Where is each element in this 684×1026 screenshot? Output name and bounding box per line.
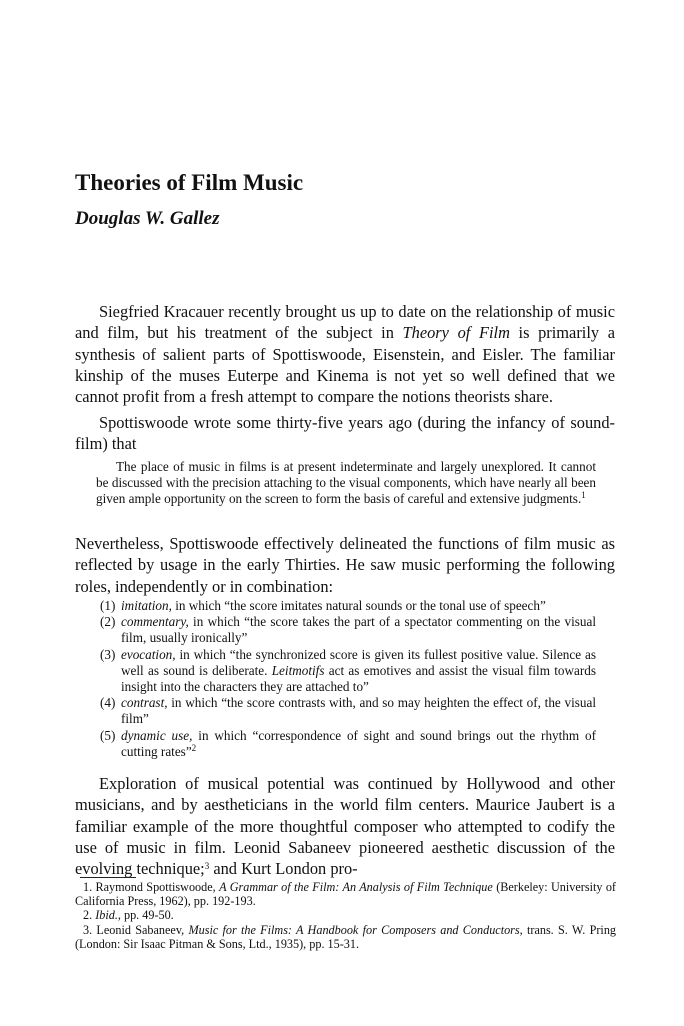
list-item bbox=[100, 647, 596, 696]
footnote-separator bbox=[80, 877, 136, 878]
footnote-2-pages: , pp. 49-50. bbox=[117, 908, 174, 923]
role-term: dynamic use, bbox=[121, 727, 193, 743]
role-description: in which “the score contrasts with, and so may heighten the effect of, the visual film” bbox=[121, 695, 596, 727]
footnotes bbox=[75, 880, 616, 951]
list-item bbox=[100, 598, 596, 614]
footnote-1-book-title: A Grammar of the Film: An Analysis of Film Technique bbox=[219, 880, 493, 894]
article-author: Douglas W. Gallez bbox=[75, 208, 220, 229]
role-term: commentary, bbox=[121, 614, 189, 630]
paragraph-exploration bbox=[75, 773, 615, 879]
roles-list bbox=[100, 598, 596, 760]
paragraph-exploration-text-a: Exploration of musical potential was continued by Hollywood and other musicians, and by aestheticians in the world film centers. Maurice Jaubert is a familiar example of the more thoughtful composer who attempted to codify the use of music in film. Leonid Sabaneev pioneered aesthetic discussion of the evolving technique; bbox=[75, 774, 615, 879]
list-item-text bbox=[121, 728, 596, 760]
article-title: Theories of Film Music bbox=[75, 170, 304, 195]
role-term: evocation, bbox=[121, 646, 176, 662]
role-description-continued: act as emotives and assist the visual film towards insight into the characters they are attached to” bbox=[121, 662, 596, 695]
footnote-1-publication: (Berkeley: University of California Press, 1962), pp. 192-193. bbox=[75, 880, 616, 909]
paragraph-spottiswoode: Spottiswoode wrote some thirty-five years ago (during the infancy of sound-film) that bbox=[75, 413, 615, 454]
role-description: in which “the score imitates natural sounds or the tonal use of speech” bbox=[171, 598, 546, 613]
list-item-text bbox=[121, 614, 596, 646]
role-term: contrast, bbox=[121, 695, 168, 711]
list-item-number: (3) bbox=[100, 646, 116, 662]
footnote-1 bbox=[75, 880, 616, 908]
role-term: imitation, bbox=[121, 598, 172, 613]
list-item-text bbox=[121, 647, 596, 696]
list-item-number: (2) bbox=[100, 614, 116, 630]
book-title-theory-of-film: Theory of Film bbox=[402, 323, 510, 343]
paragraph-intro-text-a: Siegfried Kracauer recently brought us up to date on the relationship of music and film, but his treatment of the subject in bbox=[75, 302, 615, 343]
footnote-2-ibid: Ibid. bbox=[95, 908, 118, 923]
footnote-marker-2: 2 bbox=[191, 742, 197, 753]
list-item-text bbox=[121, 598, 596, 614]
paragraph-intro-text-b: is primarily a synthesis of salient parts of Spottiswoode, Eisenstein, and Eisler. The familiar kinship of the muses Euterpe and Kinema is not yet so well defined that we cannot profit from a fresh attempt to compare the notions theorists share. bbox=[75, 323, 615, 407]
block-quote-text: The place of music in films is at present indeterminate and largely unexplored. It cannot be discussed with the precision attaching to the visual components, which have nearly all been given ample opportunity on the screen to form the basis of careful and extensive judgments. bbox=[96, 459, 596, 507]
list-item-number: (1) bbox=[100, 598, 116, 613]
list-item-number: (5) bbox=[100, 727, 116, 743]
paragraph-roles-intro: Nevertheless, Spottiswoode effectively delineated the functions of film music as reflected by usage in the early Thirties. He saw music performing the following roles, independently or in combination: bbox=[75, 534, 615, 596]
role-term-leitmotifs: Leitmotifs bbox=[271, 662, 325, 678]
footnote-3-book-title: Music for the Films: A Handbook for Composers and Conductors, bbox=[188, 922, 523, 937]
paragraph-exploration-text-b: and Kurt London pro- bbox=[209, 859, 358, 879]
footnote-1-text: 1. Raymond Spottiswoode, bbox=[83, 880, 220, 894]
footnote-2 bbox=[75, 908, 616, 922]
list-item bbox=[100, 728, 596, 760]
role-description: in which “the synchronized score is given its fullest positive value. Silence as well as sound is deliberate. bbox=[121, 646, 596, 678]
list-item bbox=[100, 695, 596, 727]
list-item bbox=[100, 614, 596, 646]
footnote-3 bbox=[75, 923, 616, 951]
footnote-2-number: 2. bbox=[83, 908, 96, 923]
list-item-text bbox=[121, 695, 596, 727]
footnote-3-publication: trans. S. W. Pring (London: Sir Isaac Pitman & Sons, Ltd., 1935), pp. 15-31. bbox=[75, 922, 617, 951]
role-description: in which “the score takes the part of a spectator commenting on the visual film, usually ironically” bbox=[121, 614, 596, 646]
block-quote bbox=[96, 459, 596, 508]
list-item-number: (4) bbox=[100, 695, 116, 711]
role-description: in which “correspondence of sight and sound brings out the rhythm of cutting rates” bbox=[121, 727, 596, 759]
footnote-3-text: 3. Leonid Sabaneev, bbox=[83, 922, 189, 937]
footnote-marker-3: 3 bbox=[204, 861, 210, 872]
footnote-marker-1: 1 bbox=[581, 490, 586, 501]
paragraph-intro bbox=[75, 301, 615, 407]
